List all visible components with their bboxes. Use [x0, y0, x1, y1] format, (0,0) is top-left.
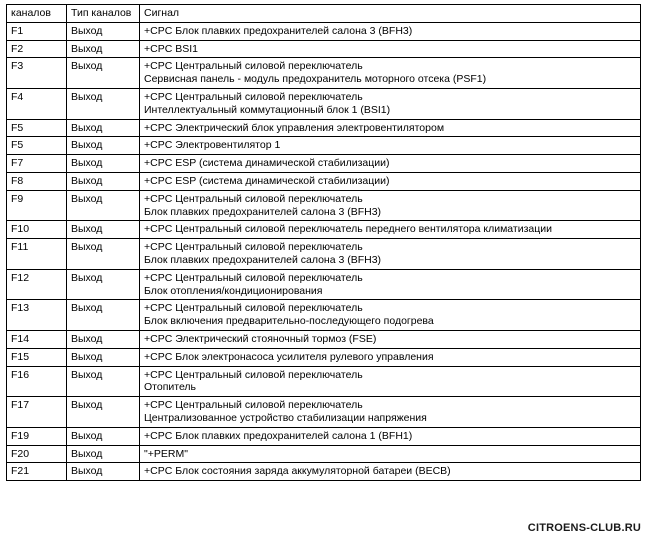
- cell-channel: F20: [7, 445, 67, 463]
- cell-channel: F1: [7, 22, 67, 40]
- cell-signal: [140, 366, 641, 397]
- cell-signal: [140, 22, 641, 40]
- header-type: Тип каналов: [67, 5, 140, 23]
- cell-channel: F15: [7, 348, 67, 366]
- cell-type: Выход: [67, 221, 140, 239]
- table-row: [7, 155, 641, 173]
- cell-channel: F9: [7, 190, 67, 221]
- cell-signal: [140, 172, 641, 190]
- signal-line: Централизованное устройство стабилизации напряжения: [144, 411, 427, 424]
- table-row: [7, 190, 641, 221]
- header-signal: Сигнал: [140, 5, 641, 23]
- table-row: [7, 348, 641, 366]
- cell-channel: F11: [7, 239, 67, 270]
- cell-channel: F14: [7, 330, 67, 348]
- signal-line: "+PERM": [144, 447, 188, 460]
- cell-channel: F5: [7, 137, 67, 155]
- signal-line: Отопитель: [144, 381, 197, 394]
- cell-type: Выход: [67, 239, 140, 270]
- cell-type: Выход: [67, 190, 140, 221]
- cell-type: Выход: [67, 300, 140, 331]
- cell-channel: F10: [7, 221, 67, 239]
- table-row: [7, 330, 641, 348]
- table-row: [7, 40, 641, 58]
- cell-signal: [140, 88, 641, 119]
- table-row: [7, 463, 641, 481]
- cell-signal: [140, 463, 641, 481]
- cell-channel: F8: [7, 172, 67, 190]
- cell-type: Выход: [67, 366, 140, 397]
- signal-line: Блок плавких предохранителей салона 3 (BFH3): [144, 205, 382, 218]
- signal-line: Сервисная панель - модуль предохранитель моторного отсека (PSF1): [144, 73, 487, 86]
- cell-type: Выход: [67, 58, 140, 89]
- signal-line: Блок плавких предохранителей салона 3 (BFH3): [144, 253, 382, 266]
- cell-channel: F21: [7, 463, 67, 481]
- signal-line: +CPC Центральный силовой переключатель: [144, 302, 363, 315]
- cell-type: Выход: [67, 119, 140, 137]
- cell-signal: [140, 155, 641, 173]
- signal-line: +CPC ESP (система динамической стабилизации): [144, 174, 390, 187]
- table-row: [7, 300, 641, 331]
- table-row: [7, 58, 641, 89]
- signal-line: +CPC Блок плавких предохранителей салона 1 (BFH1): [144, 429, 413, 442]
- table-row: [7, 88, 641, 119]
- cell-signal: [140, 348, 641, 366]
- cell-channel: F13: [7, 300, 67, 331]
- signal-line: Интеллектуальный коммутационный блок 1 (BSI1): [144, 103, 391, 116]
- signal-line: Блок включения предварительно-последующего подогрева: [144, 315, 434, 328]
- cell-signal: [140, 269, 641, 300]
- table-row: [7, 239, 641, 270]
- signal-line: +CPC BSI1: [144, 42, 198, 55]
- signal-line: +CPC Центральный силовой переключатель: [144, 60, 363, 73]
- cell-signal: [140, 119, 641, 137]
- cell-channel: F12: [7, 269, 67, 300]
- signal-line: +CPC Электровентилятор 1: [144, 139, 281, 152]
- cell-signal: [140, 58, 641, 89]
- signal-line: +CPC ESP (система динамической стабилизации): [144, 157, 390, 170]
- cell-signal: [140, 221, 641, 239]
- cell-channel: F7: [7, 155, 67, 173]
- signal-line: +CPC Центральный силовой переключатель: [144, 241, 363, 254]
- cell-type: Выход: [67, 269, 140, 300]
- signal-line: Блок отопления/кондиционирования: [144, 284, 323, 297]
- table-row: [7, 221, 641, 239]
- cell-type: Выход: [67, 40, 140, 58]
- signal-line: +CPC Блок плавких предохранителей салона 3 (BFH3): [144, 24, 413, 37]
- cell-type: Выход: [67, 397, 140, 428]
- signal-line: +CPC Центральный силовой переключатель: [144, 368, 363, 381]
- cell-channel: F19: [7, 427, 67, 445]
- table-row: [7, 445, 641, 463]
- cell-type: Выход: [67, 445, 140, 463]
- table-row: [7, 366, 641, 397]
- cell-type: Выход: [67, 330, 140, 348]
- site-watermark: CITROENS-CLUB.RU: [527, 522, 641, 534]
- signal-line: +CPC Центральный силовой переключатель: [144, 271, 363, 284]
- fuse-assignment-table: [6, 4, 641, 481]
- table-body: [7, 5, 641, 481]
- cell-signal: [140, 40, 641, 58]
- cell-signal: [140, 445, 641, 463]
- table-row: [7, 427, 641, 445]
- signal-line: +CPC Блок электронасоса усилителя рулевого управления: [144, 350, 434, 363]
- cell-channel: F5: [7, 119, 67, 137]
- cell-channel: F3: [7, 58, 67, 89]
- table-row: [7, 119, 641, 137]
- table-row: [7, 137, 641, 155]
- cell-type: Выход: [67, 348, 140, 366]
- cell-channel: F4: [7, 88, 67, 119]
- signal-line: +CPC Центральный силовой переключатель: [144, 399, 363, 412]
- table-row: [7, 269, 641, 300]
- table-row: [7, 172, 641, 190]
- signal-line: +CPC Блок состояния заряда аккумуляторной батареи (BECB): [144, 465, 451, 478]
- cell-signal: [140, 137, 641, 155]
- cell-type: Выход: [67, 172, 140, 190]
- cell-signal: [140, 427, 641, 445]
- cell-signal: [140, 190, 641, 221]
- fuse-table-sheet: [6, 4, 640, 481]
- header-channel: каналов: [7, 5, 67, 23]
- table-header-row: [7, 5, 641, 23]
- table-row: [7, 397, 641, 428]
- cell-channel: F16: [7, 366, 67, 397]
- cell-type: Выход: [67, 427, 140, 445]
- cell-type: Выход: [67, 463, 140, 481]
- signal-line: +CPC Электрический стояночный тормоз (FSE): [144, 332, 377, 345]
- cell-signal: [140, 397, 641, 428]
- signal-line: +CPC Центральный силовой переключатель переднего вентилятора климатизации: [144, 223, 552, 236]
- cell-signal: [140, 239, 641, 270]
- signal-line: +CPC Электрический блок управления электровентилятором: [144, 121, 445, 134]
- cell-type: Выход: [67, 137, 140, 155]
- cell-type: Выход: [67, 22, 140, 40]
- cell-signal: [140, 330, 641, 348]
- cell-signal: [140, 300, 641, 331]
- cell-channel: F17: [7, 397, 67, 428]
- table-row: [7, 22, 641, 40]
- cell-type: Выход: [67, 88, 140, 119]
- signal-line: +CPC Центральный силовой переключатель: [144, 192, 363, 205]
- cell-type: Выход: [67, 155, 140, 173]
- cell-channel: F2: [7, 40, 67, 58]
- signal-line: +CPC Центральный силовой переключатель: [144, 90, 363, 103]
